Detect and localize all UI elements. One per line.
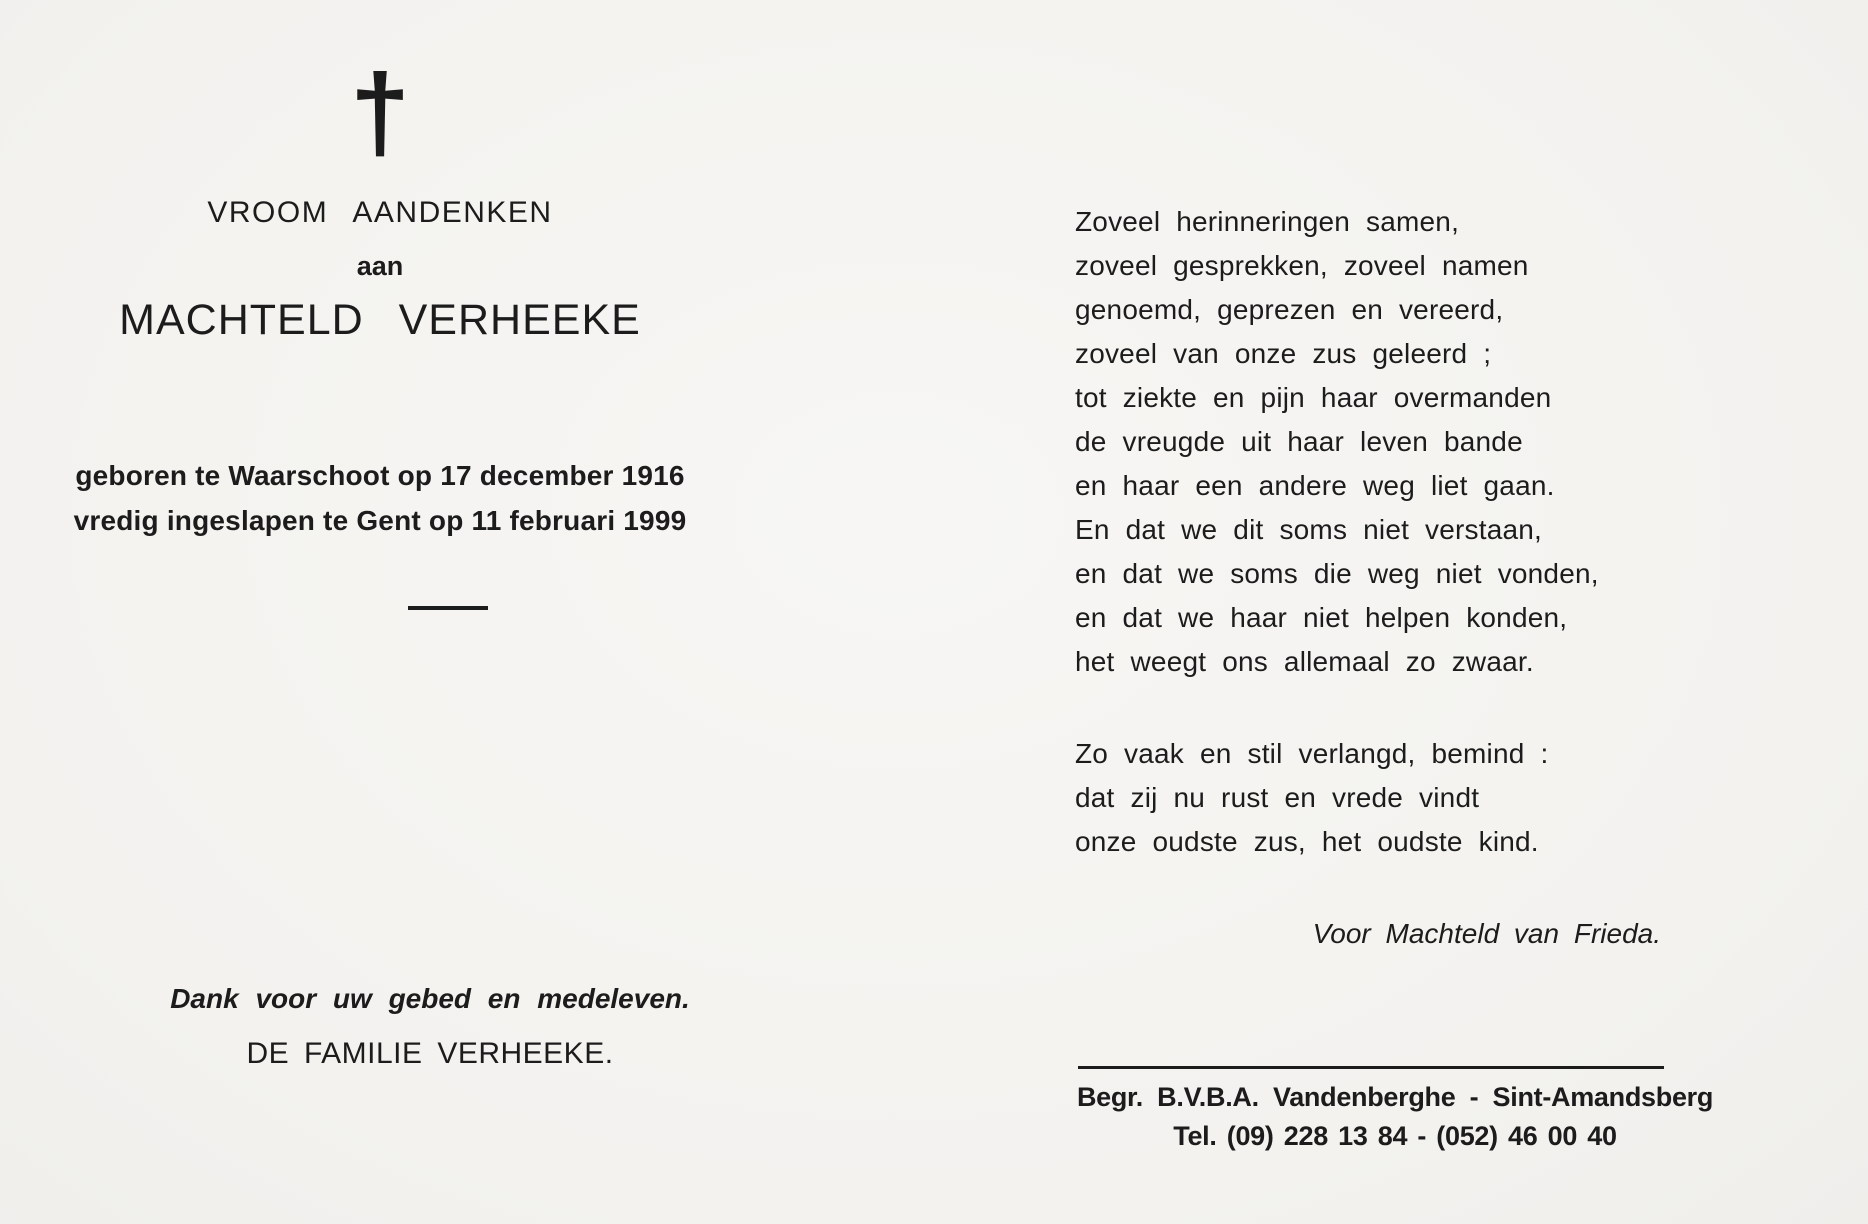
- poem-line: zoveel van onze zus geleerd ;: [1075, 338, 1492, 369]
- poem-line: en haar een andere weg liet gaan.: [1075, 470, 1555, 501]
- poem-line: genoemd, geprezen en vereerd,: [1075, 294, 1504, 325]
- deceased-name: MACHTELD VERHEEKE: [119, 296, 641, 344]
- funeral-home-phone: Tel. (09) 228 13 84 - (052) 46 00 40: [1173, 1121, 1617, 1151]
- death-line: vredig ingeslapen te Gent op 11 februari 1999: [73, 505, 687, 536]
- funeral-home-name: Begr. B.V.B.A. Vandenberghe - Sint-Amandsberg: [1076, 1082, 1714, 1112]
- family-signature: DE FAMILIE VERHEEKE.: [246, 1037, 614, 1070]
- card-kicker: VROOM AANDENKEN: [207, 196, 553, 229]
- poem-line: Zo vaak en stil verlangd, bemind :: [1075, 738, 1549, 769]
- poem-attribution: Voor Machteld van Frieda.: [1312, 918, 1661, 949]
- birth-line: geboren te Waarschoot op 17 december 1916: [75, 460, 685, 491]
- poem-line: het weegt ons allemaal zo zwaar.: [1075, 646, 1534, 677]
- poem-line: en dat we soms die weg niet vonden,: [1075, 558, 1599, 589]
- poem-line: de vreugde uit haar leven bande: [1075, 426, 1523, 457]
- poem-line: dat zij nu rust en vrede vindt: [1075, 782, 1480, 813]
- poem-line: onze oudste zus, het oudste kind.: [1075, 826, 1539, 857]
- poem-line: Zoveel herinneringen samen,: [1075, 206, 1460, 237]
- poem-line: En dat we dit soms niet verstaan,: [1075, 514, 1543, 545]
- poem-line: zoveel gesprekken, zoveel namen: [1075, 250, 1529, 281]
- cross-icon: †: [349, 51, 411, 172]
- poem-line: tot ziekte en pijn haar overmanden: [1075, 382, 1552, 413]
- card-preposition: aan: [356, 251, 404, 281]
- poem-stanza-1: [1075, 200, 1695, 684]
- separator-rule: [408, 606, 488, 610]
- poem-line: en dat we haar niet helpen konden,: [1075, 602, 1568, 633]
- thanks-message: Dank voor uw gebed en medeleven.: [170, 983, 690, 1014]
- funeral-home-rule: [1078, 1066, 1664, 1069]
- poem-stanza-2: [1075, 732, 1695, 864]
